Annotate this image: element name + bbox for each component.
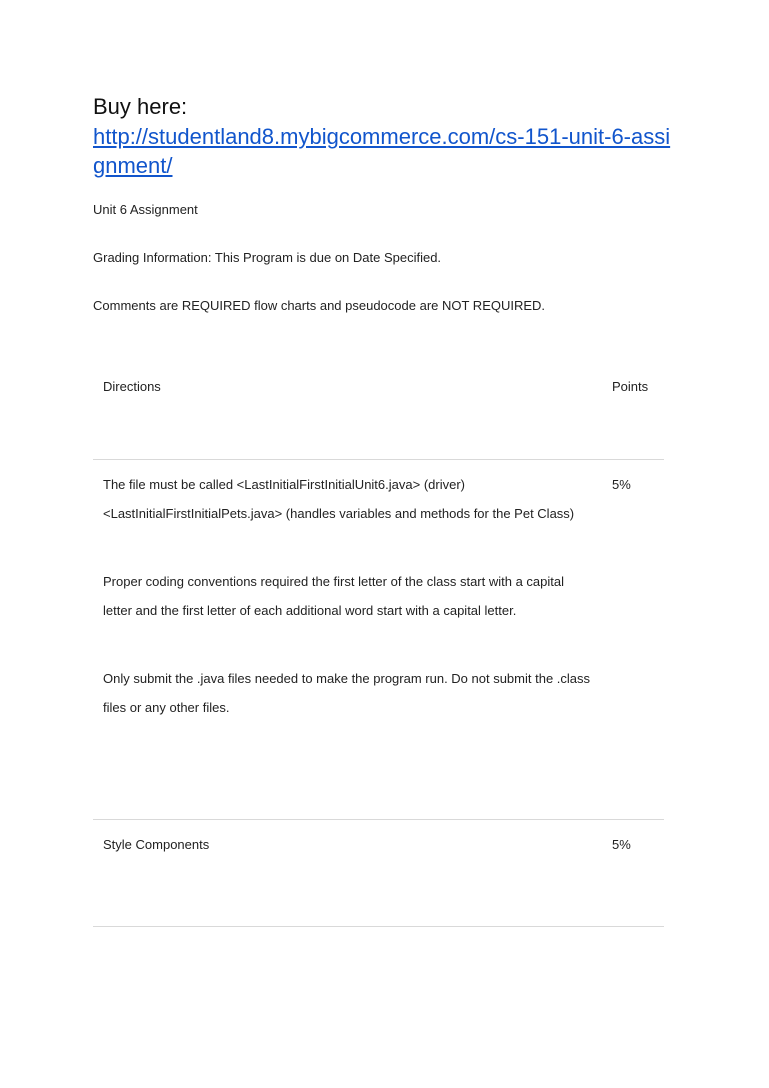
rubric-table [93,362,664,927]
comments-note: Comments are REQUIRED flow charts and pseudocode are NOT REQUIRED. [93,298,546,313]
grading-info: Grading Information: This Program is due on Date Specified. [93,250,442,265]
directions-header: Directions [103,379,161,394]
rubric-row [93,820,664,927]
buy-here-label: Buy here: [93,94,188,119]
rubric-header-row [93,362,664,460]
file-naming-text: The file must be called <LastInitialFirstInitialUnit6.java> (driver) <LastInitialFirstInitialPets.java> (handles variables and methods for the Pet Class) [103,477,575,521]
rubric-row [93,460,664,820]
rubric-points-cell: 5% [612,477,631,492]
submission-text: Only submit the .java files needed to make the program run. Do not submit the .class files or any other files. [103,671,591,715]
coding-conventions-text: Proper coding conventions required the first letter of the class start with a capital letter and the first letter of each additional word start with a capital letter. [103,574,565,618]
rubric-directions-cell [103,470,593,722]
buy-link[interactable]: http://studentland8.mybigcommerce.com/cs-151-unit-6-assignment/ [93,124,671,178]
points-header: Points [612,379,649,394]
rubric-directions-cell: Style Components [103,837,210,852]
assignment-title: Unit 6 Assignment [93,202,198,217]
document-page [93,92,683,314]
rubric-points-cell: 5% [612,837,631,852]
